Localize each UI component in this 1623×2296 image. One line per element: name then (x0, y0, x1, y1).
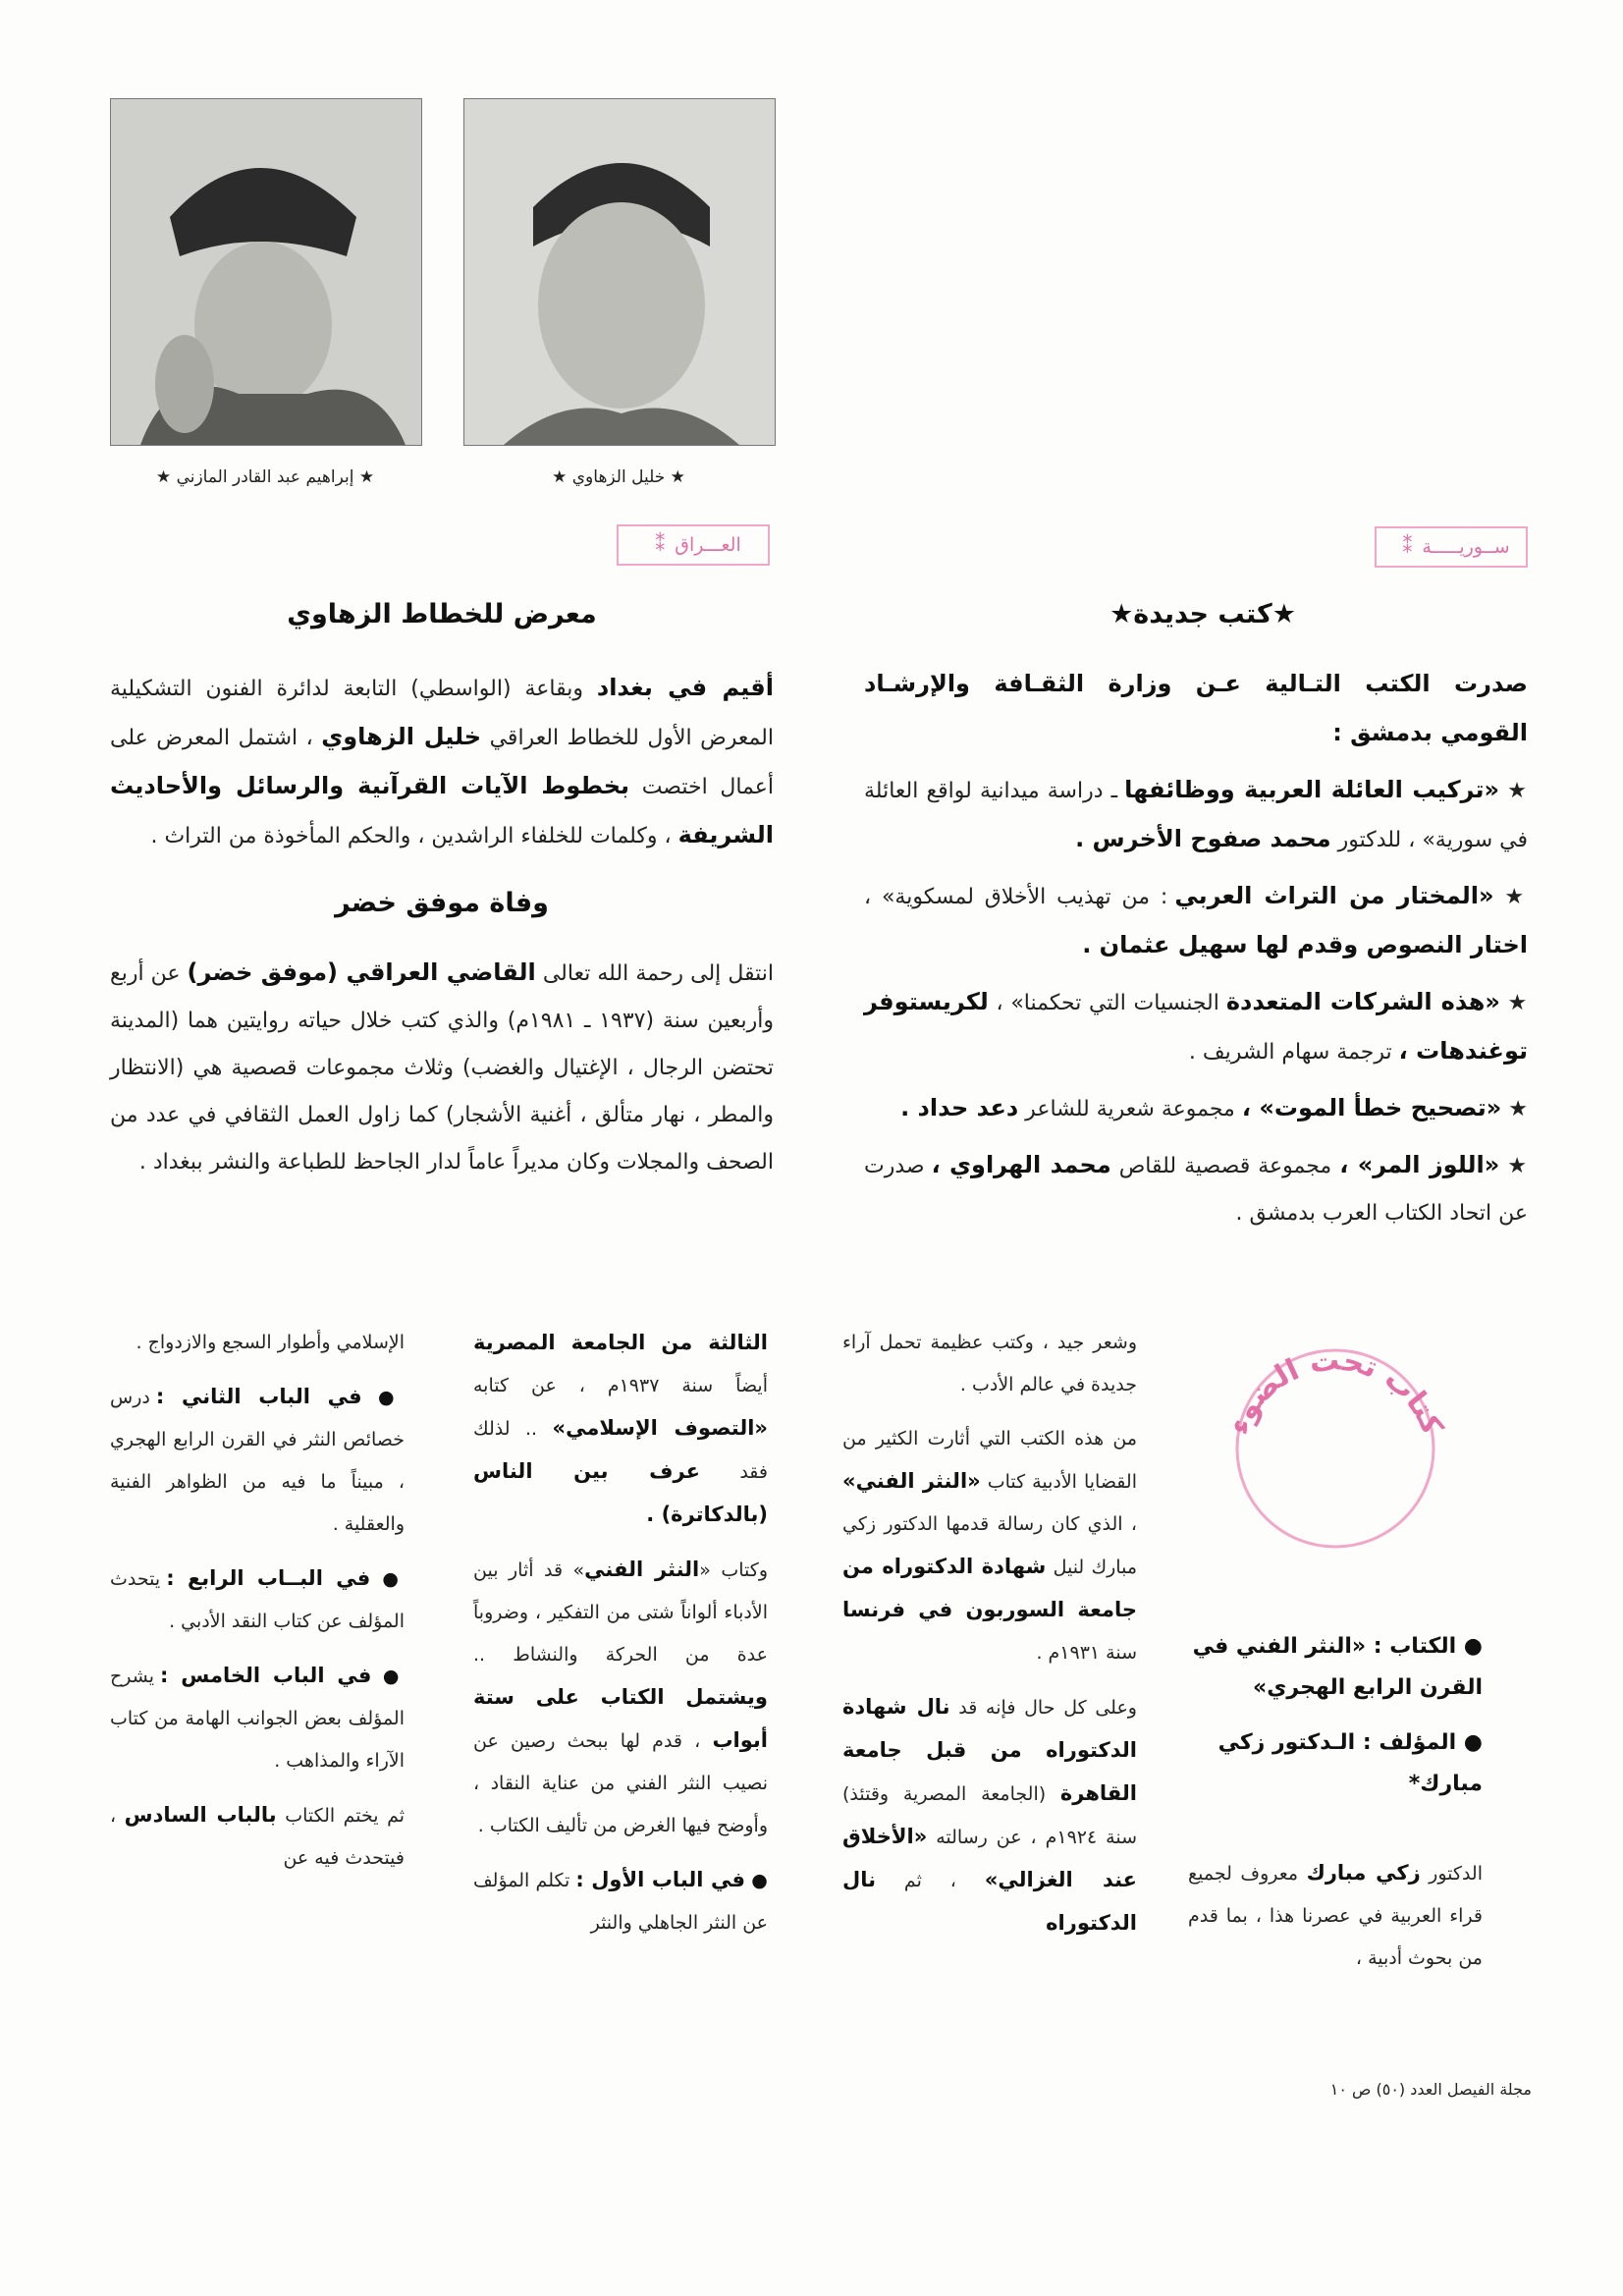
photo-zahawi (463, 98, 776, 446)
book-item: ★ «تركيب العائلة العربية ووظائفها ـ دراسة ميدانية لواقع العائلة في سورية» ، للدكتور محمد صفوح الأخرس . (864, 776, 1528, 852)
obituary-paragraph: انتقل إلى رحمة الله تعالى القاضي العراقي (موفق خضر) عن أربع وأربعين سنة (١٩٣٧ ـ ١٩٨١م) والذي كتب خلال حياته روايتين هما (المدينة تحتضن الرجال ، الإغتيال والغضب) وثلاث مجموعات قصصية هي (الانتظار والمطر ، نهار متألق ، أغنية الأشجار) كما زاول العمل الثقافي في عدد من الصحف والمجلات وكان مديراً عاماً لدار الجاحظ للطباعة والنشر ببغداد . (110, 958, 775, 1175)
syria-intro: صدرت الكتب التـالية عـن وزارة الثقـافة والإرشـاد القومي بدمشق : (864, 670, 1528, 746)
book-author-label: ● المؤلف : الـدكتور زكي مبارك* (1217, 1730, 1483, 1796)
iraq-section-title: معرض للخطاط الزهاوي (287, 599, 597, 629)
obituary-title: وفاة موفق خضر (335, 888, 549, 918)
bullet-icon: ● (1456, 1730, 1483, 1755)
column-paragraph: الثالثة من الجامعة المصرية أيضاً سنة ١٩٣٧م ، عن كتابه «التصوف الإسلامي» .. لذلك فقد عرف بين الناس (بالدكاترة) . (473, 1331, 768, 1526)
tag-iraq-label: العـــراق (675, 534, 741, 556)
bullet-icon: ● (361, 1387, 405, 1408)
iraq-section-body (110, 664, 774, 1194)
book-item: ★ «هذه الشركات المتعددة الجنسيات التي تحكمنا» ، لكريستوفر توغندهات ، ترجمة سهام الشريف . (864, 988, 1528, 1065)
review-column-3 (110, 1322, 405, 1891)
column-paragraph: ● في الباب الثاني : درس خصائص النثر في القرن الرابع الهجري ، مبيناً ما فيه من الظواهر الفنية والعقلية . (110, 1385, 405, 1535)
portrait-mazini-image (111, 99, 421, 445)
book-title-label: ● الكتاب : «النثر الفني في القرن الرابع الهجري» (1192, 1634, 1483, 1700)
syria-section-body (864, 660, 1528, 1245)
tag-syria-label: ســوريـــــة (1422, 536, 1510, 558)
caption-mazini: ★ إبراهيم عبد القادر المازني ★ (155, 467, 375, 487)
column-paragraph: ● في الباب الأول : تكلم المؤلف عن النثر الجاهلي والنثر (473, 1868, 768, 1934)
book-item: ★ «تصحيح خطأ الموت» ، مجموعة شعرية للشاعر دعد حداد . (900, 1094, 1528, 1121)
tag-deco-icon: ⁑ (1402, 534, 1413, 558)
zahawi-exhibition-paragraph: أقيم في بغداد وبقاعة (الواسطي) التابعة لدائرة الفنون التشكيلية المعرض الأول للخطاط العراقي خليل الزهاوي ، اشتمل المعرض على أعمال اختصت بخطوط الآيات القرآنية والرسائل والأحاديث الشريفة ، وكلمات للخلفاء الراشدين ، والحكم المأخوذة من التراث . (110, 674, 775, 848)
column-paragraph: ● في الباب الخامس : يشرح المؤلف بعض الجوانب الهامة من كتاب الآراء والمذاهب . (110, 1664, 405, 1772)
book-info (1188, 1626, 1483, 1819)
bullet-icon: ● (370, 1568, 405, 1590)
tag-iraq (617, 524, 770, 566)
book-item: ★ «المختار من التراث العربي : من تهذيب الأخلاق لمسكوية» ، اختار النصوص وقدم لها سهيل عثمان . (864, 882, 1529, 958)
tag-syria (1375, 526, 1528, 568)
review-column-2 (473, 1322, 768, 1956)
column-paragraph: من هذه الكتب التي أثارت الكثير من القضايا الأدبية كتاب «النثر الفني» ، الذي كان رسالة قدمها الدكتور زكي مبارك لنيل شهادة الدكتوراه من جامعة السوربون في فرنسا سنة ١٩٣١م . (842, 1428, 1137, 1664)
stamp-text: كتاب تحت الضوء (1220, 1342, 1450, 1440)
bullet-icon: ● (744, 1870, 768, 1891)
review-column-1 (842, 1322, 1137, 1957)
book-intro (1188, 1852, 1483, 1992)
bullet-icon: ● (1456, 1634, 1483, 1659)
tag-deco-icon: ⁑ (655, 532, 666, 556)
photo-mazini (110, 98, 422, 446)
book-spotlight-stamp (1217, 1316, 1453, 1552)
book-item: ★ «اللوز المر» ، مجموعة قصصية للقاص محمد الهراوي ، صدرت عن اتحاد الكتاب العرب بدمشق . (864, 1151, 1528, 1226)
column-paragraph: وعلى كل حال فإنه قد نال شهادة الدكتوراه من قبل جامعة القاهرة (الجامعة المصرية وقتئذ) سنة ١٩٢٤م ، عن رسالته «الأخلاق عند الغزالي» ، ثم نال الدكتوراه (842, 1695, 1138, 1935)
syria-section-title: ★كتب جديدة★ (1109, 599, 1296, 629)
column-paragraph: وكتاب «النثر الفني» قد أثار بين الأدباء ألواناً شتى من التفكير ، وضروباً عدة من الحركة والنشاط .. ويشتمل الكتاب على ستة أبواب ، قدم لها ببحث رصين عن نصيب النثر الفني من عناية النقاد ، وأوضح فيها الغرض من تأليف الكتاب . (473, 1558, 768, 1836)
page-footer: مجلة الفيصل العدد (٥٠) ص ١٠ (1329, 2080, 1532, 2099)
column-paragraph: ● في البــاب الرابع : يتحدث المؤلف عن كتاب النقد الأدبي . (110, 1566, 405, 1632)
column-paragraph: وشعر جيد ، وكتب عظيمة تحمل آراء جديدة في عالم الأدب . (842, 1332, 1137, 1395)
caption-zahawi: ★ خليل الزهاوي ★ (552, 467, 685, 487)
column-paragraph: ثم يختم الكتاب بالباب السادس ، فيتحدث فيه عن (110, 1803, 406, 1869)
portrait-zahawi-image (464, 99, 775, 445)
column-paragraph: الإسلامي وأطوار السجع والازدواج . (135, 1332, 405, 1353)
book-intro-paragraph: الدكتور زكي مبارك معروف لجميع قراء العربية في عصرنا هذا ، بما قدم من بحوث أدبية ، (1188, 1861, 1483, 1969)
bullet-icon: ● (371, 1666, 405, 1687)
stamp-circle-icon (1217, 1316, 1453, 1552)
